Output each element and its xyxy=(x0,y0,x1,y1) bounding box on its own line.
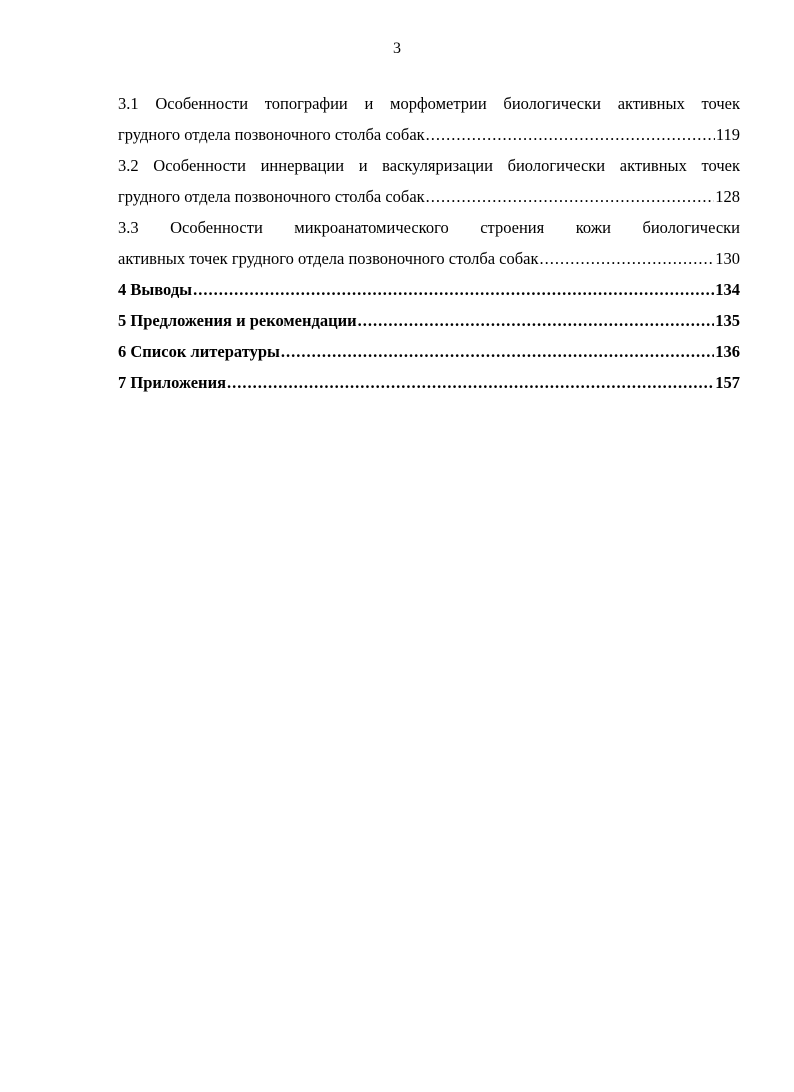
toc-entry-conclusions[interactable] xyxy=(118,274,740,305)
dot-leader xyxy=(227,367,714,398)
toc-entry-title-continuation: грудного отдела позвоночного столба собак xyxy=(118,187,425,206)
toc-page-number: 157 xyxy=(715,373,740,392)
toc-page-number: 130 xyxy=(715,249,740,268)
dot-leader xyxy=(358,305,715,336)
toc-page-number: 119 xyxy=(715,125,740,144)
toc-entry-references[interactable] xyxy=(118,336,740,367)
toc-page-number: 134 xyxy=(715,280,740,299)
toc-entry-3-1[interactable] xyxy=(118,88,740,150)
table-of-contents xyxy=(118,88,740,398)
toc-entry-title-continuation: активных точек грудного отдела позвоночного столба собак xyxy=(118,249,539,268)
toc-entry-title-line: 3.1 Особенности топографии и морфометрии биологически активных точек xyxy=(118,94,740,113)
toc-entry-appendices[interactable] xyxy=(118,367,740,398)
toc-entry-title-line: 3.2 Особенности иннервации и васкуляризации биологически активных точек xyxy=(118,156,740,175)
page-number: 3 xyxy=(393,40,401,57)
toc-entry-title: 7 Приложения xyxy=(118,373,226,392)
toc-page-number: 136 xyxy=(715,342,740,361)
toc-entry-proposals[interactable] xyxy=(118,305,740,336)
dot-leader xyxy=(281,336,714,367)
toc-entry-title: 6 Список литературы xyxy=(118,342,280,361)
toc-entry-title-continuation: грудного отдела позвоночного столба собак xyxy=(118,125,425,144)
toc-page-number: 128 xyxy=(715,187,740,206)
toc-page-number: 135 xyxy=(715,311,740,330)
dot-leader xyxy=(193,274,714,305)
toc-entry-3-2[interactable] xyxy=(118,150,740,212)
dot-leader xyxy=(426,119,715,150)
toc-entry-title: 5 Предложения и рекомендации xyxy=(118,311,357,330)
dot-leader xyxy=(540,243,715,274)
toc-entry-3-3[interactable] xyxy=(118,212,740,274)
dot-leader xyxy=(426,181,715,212)
toc-entry-title: 4 Выводы xyxy=(118,280,193,299)
toc-entry-title-line: 3.3 Особенности микроанатомического строения кожи биологически xyxy=(118,218,740,237)
